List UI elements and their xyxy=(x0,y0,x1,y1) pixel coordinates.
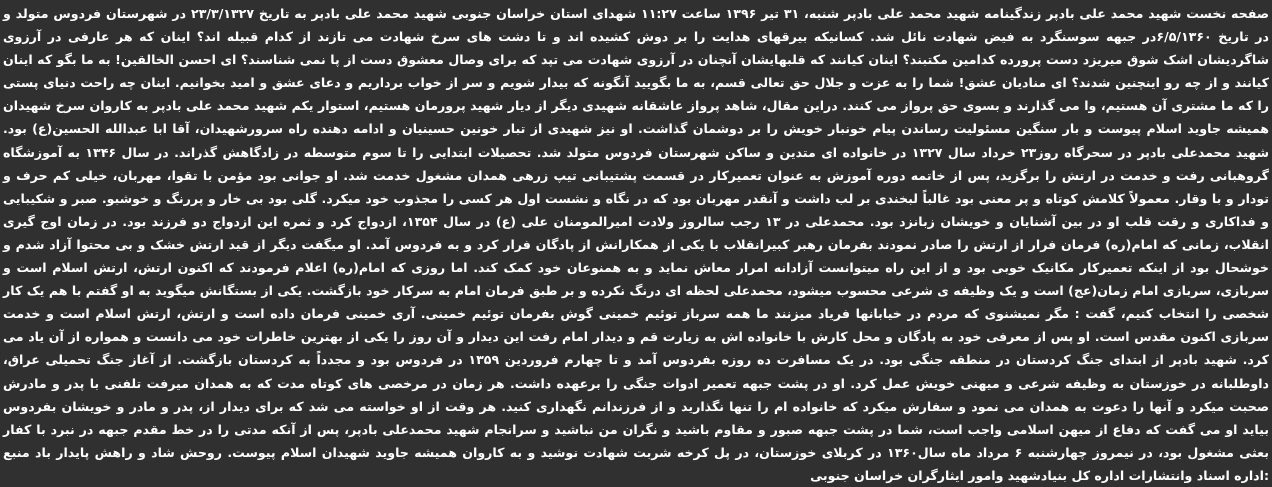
biography-text: صفحه نخست شهید محمد علی بادپر زندگینامه شهید محمد علی بادپر شنبه، ۳۱ تیر ۱۳۹۶ ساعت ۱۱:۲۷ شهدای استان خراسان جنوبی شهید محمد علی بادپر به تاریخ ۲۳/۳/۱۳۲۷ در شهرستان فردوس متولد و در تاریخ ۶/۵/۱۳۶۰در جبهه سوسنگرد به فیض شهادت نائل شد. کسانیکه بیرقهای هدایت را بر دوش کشیده اند و تا دشت های سرخ شهادت می تازند از کدام قبیله اند؟ اینان که هر عارفی در آرزوی شاگردیشان اشک شوق میریزد دست پرورده کدامین مکتبند؟ اینان کیانند که قلبهایشان آنچنان در آرزوی شهادت می تپد که برای وصال معشوق دست از پا نمی شناسند؟ ای احسن الخالقین! به ما بگو که اینان کیانند و از چه رو اینچنین شدند؟ ای منادیان عشق! شما را به عزت و جلال حق تعالی قسم، به ما بگوييد آنگونه که بیدار شويم و سر از خواب برداریم و دعای عشق و امید بخوانیم. اینان چه راحت دنیای پستی را که ما مشتری آن هستیم، وا می گذارند و بسوی حق پرواز می کنند. دراین مقال، شاهد پرواز عاشقانه شهیدی دیگر از دیار شهید پرورمان هستیم، استوار یکم شهید محمد علی بادپر به کاروان سرخ شهیدان همیشه جاوید اسلام پیوست و بار سنگین مسئولیت رساندن پیام خونبار خویش را بر دوشمان گذاشت. او نیز شهیدی از تبار خونین حسینیان و ادامه دهنده راه سرورشهیدان، آقا ابا عبدالله الحسین(ع) بود. شهید محمدعلی بادپر در سحرگاه روز۲۳ خرداد سال ۱۳۲۷ در خانواده ای متدین و ساکن شهرستان فردوس متولد شد. تحصیلات ابتدایی را تا سوم متوسطه در زادگاهش گذراند. در سال ۱۳۴۶ به آموزشگاه گروهبانی رفت و خدمت در ارتش را برگزید، پس از خاتمه دوره آموزش به عنوان تعمیرکار در قسمت پشتیبانی تیپ زرهی همدان مشغول خدمت شد. او جوانی بود مؤمن با تقوا، مهربان، خیلی کم حرف و تودار و با وقار. معمولاً کلامش کوتاه و پر معنی بود غالباً لبخندی بر لب داشت و آنقدر مهربان بود که در نگاه و نشست اول هر کسی را مجذوب خود میکرد. گلی بود بی خار و پررنگ و خوشبو. صبر و شکیبایی و فداکاری و رقت قلب او در بین آشنایان و خویشان زبانزد بود. محمدعلی در ۱۳ رجب سالروز ولادت امیرالمومنان علی (ع) در سال ۱۳۵۴، ازدواج کرد و ثمره این ازدواج دو فرزند بود. در زمان اوج گیری انقلاب، زمانی که امام(ره) فرمان فرار از ارتش را صادر نمودند بفرمان رهبر کبیرانقلاب با یکی از همکارانش از پادگان فرار کرد و به فردوس آمد. او میگفت دیگر از قید ارتش خشک و بی محتوا آزاد شدم و خوشحال بود از اینکه تعمیرکار مکانیک خوبی بود و از این راه میتوانست آزادانه امرار معاش نماید و به همنوعان خود کمک کند. اما روزی که امام(ره) اعلام فرمودند که اکنون ارتش، ارتش اسلام است و سربازی، سربازی امام زمان(عج) است و یک وظیفه ی شرعی محسوب میشود، محمدعلی لحظه ای درنگ نکرده و بر طبق فرمان امام به سرکار خود بازگشت. یکی از بستگانش میگوید به او گفتم با هم یک کار شخصی را انتخاب کنیم، گفت : مگر نمیشنوی که مردم در خیابانها فریاد میزنند ما همه سرباز توئیم خمینی گوش بفرمان توئیم خمینی. آری خمینی فرمان داده است و ارتش، ارتش اسلام است و خدمت سربازی اکنون مقدس است. او پس از معرفی خود به پادگان و محل کارش با خانواده اش به زیارت قم و دیدار امام رفت این دیدار و آن روز را یکی از بهترین خاطرات خود می دانست و همواره از آن یاد می کرد. شهید بادپر از ابتدای جنگ کردستان در منطقه جنگی بود. در یک مسافرت ده روزه بفردوس آمد و تا چهارم فروردین ۱۳۵۹ در فردوس بود و مجدداً به کردستان بازگشت. از آغاز جنگ تحمیلی عراق، داوطلبانه در خوزستان به وظیفه شرعی و میهنی خویش عمل کرد. او در پشت جبهه تعمیر ادوات جنگی را برعهده داشت. هر زمان در مرخصی های کوتاه مدت که به همدان میرفت تلفنی با پدر و مادرش صحبت میکرد و آنها را دعوت به همدان می نمود و سفارش میکرد که خانواده ام را تنها نگذارید و از فرزندانم نگهداری کنید. هر وقت از او خواسته می شد که برای دیدار از، پدر و مادر و خویشان بفردوس بیاید او می گفت که دفاع از میهن اسلامی واجب است، شما در پشت جبهه صبور و مقاوم باشید و نگران من نباشید و سرانجام شهید محمدعلی بادپر، پس از آنکه مدتی را در خط مقدم جبهه در نبرد با کفار بعثی مشغول بود، در نیمروز چهارشنبه ۶ مرداد ماه سال۱۳۶۰ در کربلای خوزستان، در پل کرخه شربت شهادت نوشید و به کاروان همیشه جاوید شهیدان اسلام پیوست. روحش شاد و راهش پایدار باد منبع :اداره اسناد وانتشارات اداره کل بنیادشهید وامور ایثارگران خراسان جنوبی xyxy=(3,6,1269,483)
